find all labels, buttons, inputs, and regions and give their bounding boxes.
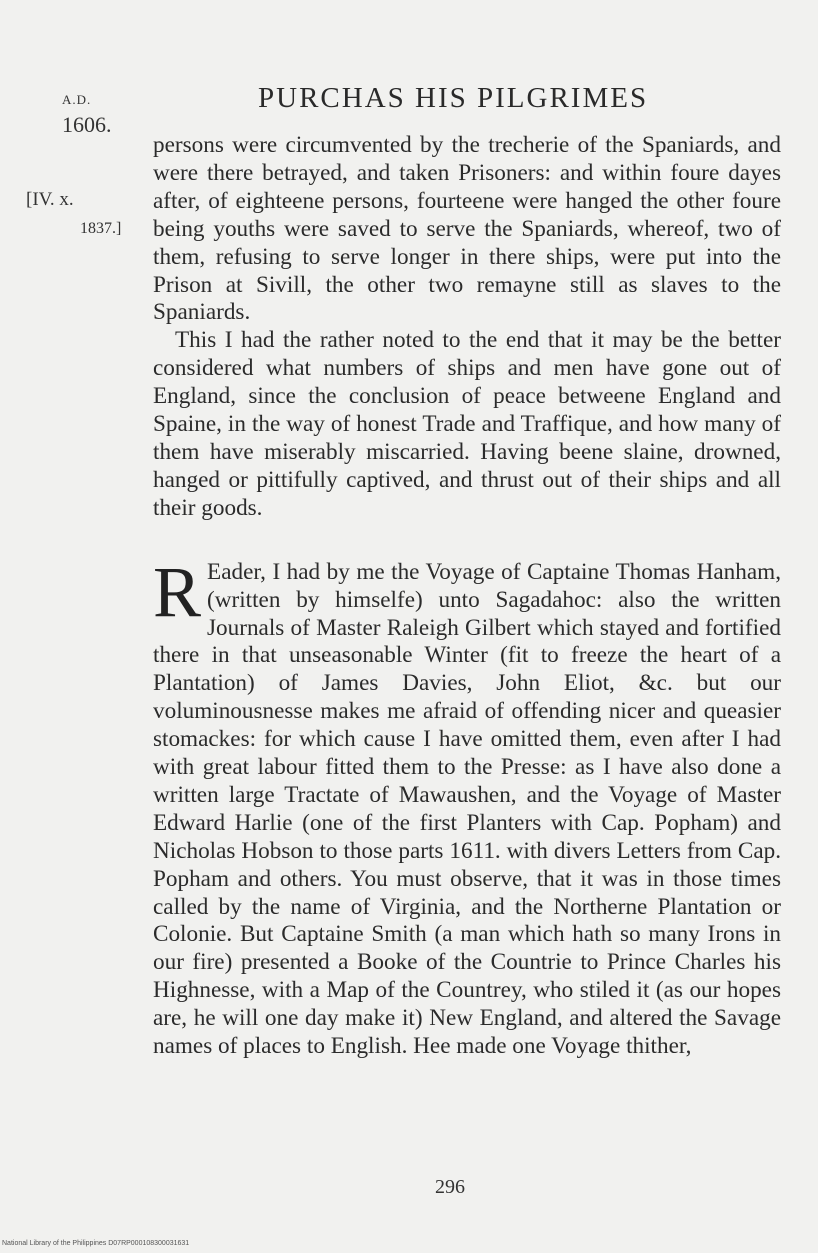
drop-cap: R [153, 551, 202, 632]
margin-ref-line2: 1837.] [80, 219, 122, 237]
era-label: A.D. [62, 92, 92, 107]
paragraph-2: This I had the rather noted to the end that it may be the better considered what numbers of ships and men have gone out of England, since the conclusion of peace betweene England and Spaine, in the way of honest Trade and Traffique, and how many of them have miserably miscarried. Having beene slaine, drowned, hanged or pittifully captived, and thrust out of their ships and all their goods. [153, 327, 781, 521]
margin-ref-line1: [IV. x. [26, 189, 74, 210]
body-text [153, 132, 781, 1061]
page-number: 296 [435, 1176, 465, 1198]
footer-credit: National Library of the Philippines D07RP000108300031631 [2, 1240, 190, 1247]
year-label: 1606. [62, 112, 112, 137]
running-head: PURCHAS HIS PILGRIMES [258, 82, 649, 114]
margin-reference [26, 188, 121, 239]
side-year [62, 92, 112, 138]
paragraph-3-text: Eader, I had by me the Voyage of Captaine Thomas Hanham, (written by himselfe) unto Sagadahoc: also the written Journals of Master Raleigh Gilbert which stayed and fortified there in that unseasonable Winter (fit to freeze the heart of a Plantation) of James Davies, John Eliot, &c. but our voluminousnesse makes me afraid of offending nicer and queasier stomackes: for which cause I have omitted them, even after I had with great labour fitted them to the Presse: as I have also done a written large Tractate of Mawaushen, and the Voyage of Master Edward Harlie (one of the first Planters with Cap. Popham) and Nicholas Hobson to those parts 1611. with divers Letters from Cap. Popham and others. You must observe, that it was in those times called by the name of Virginia, and the Northerne Plantation or Colonie. But Captaine Smith (a man which hath so many Irons in our fire) presented a Booke of the Countrie to Prince Charles his Highnesse, with a Map of the Countrey, who stiled it (as our hopes are, he will one day make it) New England, and altered the Savage names of places to English. Hee made one Voyage thither, [153, 558, 781, 1060]
paragraph-3 [153, 551, 781, 1061]
paragraph-1: persons were circumvented by the trecherie of the Spaniards, and were there betrayed, and taken Prisoners: and within foure dayes after, of eighteene persons, fourteene were hanged the other foure being youths were saved to serve the Spaniards, whereof, two of them, refusing to serve longer in there ships, were put into the Prison at Sivill, the other two remayne still as slaves to the Spaniards. [153, 132, 781, 326]
